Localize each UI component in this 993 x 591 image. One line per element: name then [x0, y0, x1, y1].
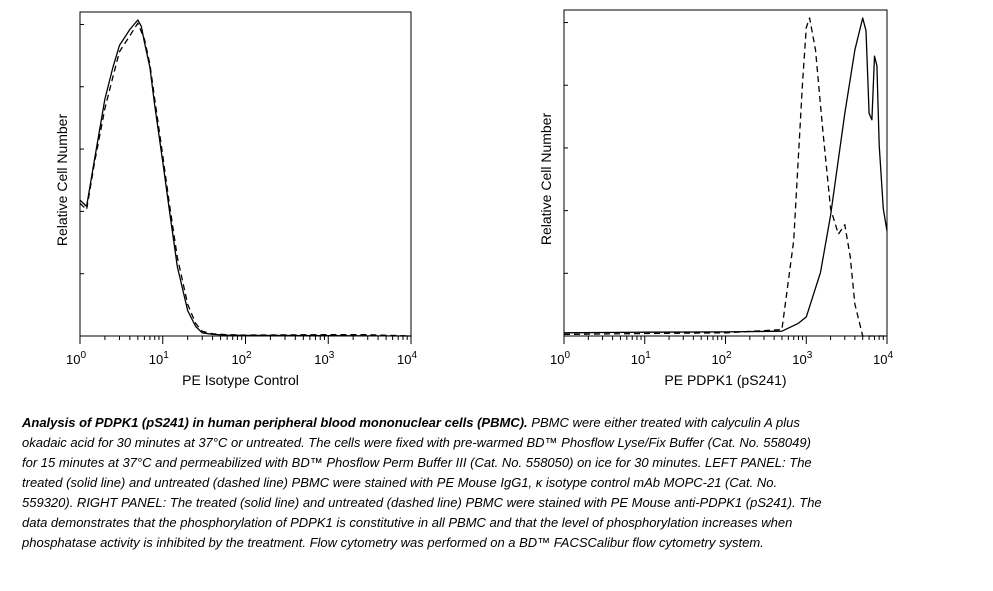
left-solid-histogram-line [80, 20, 411, 336]
right-x-axis-title: PE PDPK1 (pS241) [664, 372, 787, 388]
left-panel [54, 12, 417, 388]
right-x-tick-label: $10^4$ [872, 350, 894, 367]
left-dashed-histogram-line [80, 23, 411, 336]
right-solid-histogram-line [564, 18, 887, 333]
left-x-tick-label: $10^2$ [231, 350, 252, 367]
right-x-tick-label: $10^1$ [630, 350, 651, 367]
left-x-tick-label: $10^4$ [396, 350, 418, 367]
right-x-tick-label: $10^3$ [792, 350, 813, 367]
right-dashed-histogram-line [564, 18, 887, 336]
right-plot-frame [564, 10, 887, 336]
left-x-tick-label: $10^0$ [65, 350, 87, 367]
left-x-axis-title: PE Isotype Control [182, 372, 299, 388]
caption-title: Analysis of PDPK1 (pS241) in human peripheral blood mononuclear cells (PBMC). [22, 415, 528, 430]
left-plot-frame [80, 12, 411, 336]
caption-body: PBMC were either treated with calyculin A plus okadaic acid for 30 minutes at 37°C or untreated. The cells were fixed with pre-warmed BD™ Phosflow Lyse/Fix Buffer (Cat. No. 558049) for 15 minutes at 37°C and permeabilized with BD™ Phosflow Perm Buffer III (Cat. No. 558050) on ice for 30 minutes. LEFT PANEL: The treated (solid line) and untreated (dashed line) PBMC were stained with PE Mouse IgG1, κ isotype control mAb MOPC-21 (Cat. No. 559320). RIGHT PANEL: The treated (solid line) and untreated (dashed line) PBMC were stained with PE Mouse anti-PDPK1 (pS241). The data demonstrates that the phosphorylation of PDPK1 is constitutive in all PBMC and that the level of phosphorylation increases when phosphatase activity is inhibited by the treatment. Flow cytometry was performed on a BD™ FACSCalibur flow cytometry system. [22, 415, 822, 550]
right-y-axis-title: Relative Cell Number [538, 112, 554, 246]
left-x-tick-label: $10^3$ [314, 350, 335, 367]
left-x-tick-label: $10^1$ [148, 350, 169, 367]
right-panel [538, 10, 893, 388]
right-x-tick-label: $10^2$ [711, 350, 732, 367]
figure-caption [22, 413, 822, 553]
left-y-axis-title: Relative Cell Number [54, 113, 70, 247]
right-x-tick-label: $10^0$ [549, 350, 571, 367]
